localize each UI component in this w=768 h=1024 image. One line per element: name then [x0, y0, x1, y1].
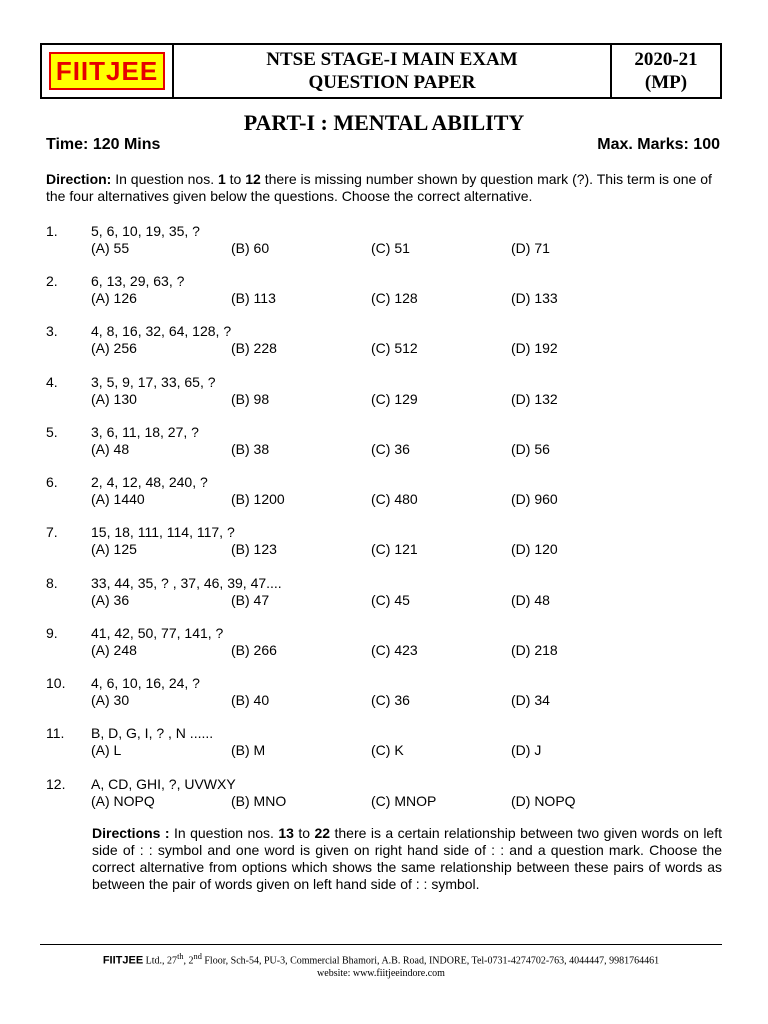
- question-number: 2.: [46, 273, 58, 289]
- option-c: (C) 480: [371, 491, 418, 507]
- option-b: (B) 123: [231, 541, 277, 557]
- option-c: (C) 121: [371, 541, 418, 557]
- option-b: (B) 38: [231, 441, 270, 457]
- logo-cell: [42, 45, 174, 97]
- question-stem: 5, 6, 10, 19, 35, ?: [91, 223, 200, 239]
- direction-part1: In question nos.: [111, 171, 218, 187]
- exam-title-line1: NTSE STAGE-I MAIN EXAM: [266, 49, 518, 70]
- exam-title: [174, 45, 612, 97]
- option-a: (A) 125: [91, 541, 137, 557]
- option-b: (B) 47: [231, 592, 270, 608]
- question-number: 11.: [46, 725, 65, 741]
- option-d: (D) 71: [511, 240, 550, 256]
- option-d: (D) 56: [511, 441, 550, 457]
- footer-logo: FIITJEE: [102, 954, 144, 967]
- directions2-part3: there is a certain relationship between two given words on left side of : : symbol and one word is given on right hand side of : : and a question mark. Choose the correct alternative from options which shows the same relationship between these pairs of words as between the pair of words given on left hand side of : : symbol.: [92, 825, 722, 892]
- option-c: (C) 423: [371, 642, 418, 658]
- option-d: (D) NOPQ: [511, 793, 576, 809]
- question-stem: 33, 44, 35, ? , 37, 46, 39, 47....: [91, 575, 282, 591]
- option-a: (A) NOPQ: [91, 793, 155, 809]
- direction-label: Direction:: [46, 171, 112, 187]
- option-d: (D) J: [511, 742, 542, 758]
- option-d: (D) 218: [511, 642, 558, 658]
- option-c: (C) 51: [371, 240, 410, 256]
- question-stem: 4, 6, 10, 16, 24, ?: [91, 675, 200, 691]
- directions2-num2: 22: [314, 825, 331, 841]
- question-number: 5.: [46, 424, 58, 440]
- footer-address-line: [40, 950, 722, 967]
- option-c: (C) 36: [371, 692, 410, 708]
- header-box: [40, 43, 722, 99]
- question-stem: A, CD, GHI, ?, UVWXY: [91, 776, 236, 792]
- exam-year: 2020-21: [634, 49, 698, 70]
- option-a: (A) 1440: [91, 491, 145, 507]
- exam-year-cell: [612, 45, 720, 97]
- direction-text: [46, 171, 722, 205]
- option-c: (C) 512: [371, 340, 418, 356]
- option-a: (A) 48: [91, 441, 130, 457]
- question-number: 3.: [46, 323, 58, 339]
- option-d: (D) 192: [511, 340, 558, 356]
- option-d: (D) 960: [511, 491, 558, 507]
- question-stem: 41, 42, 50, 77, 141, ?: [91, 625, 224, 641]
- max-marks-label: Max. Marks: 100: [597, 136, 720, 153]
- logo-text: FIITJEE: [55, 55, 159, 86]
- option-c: (C) 45: [371, 592, 410, 608]
- option-a: (A) L: [91, 742, 122, 758]
- option-b: (B) M: [231, 742, 266, 758]
- question-stem: 2, 4, 12, 48, 240, ?: [91, 474, 208, 490]
- fiitjee-logo: [49, 52, 165, 90]
- part-title: PART-I : MENTAL ABILITY: [243, 110, 525, 135]
- directions2-num1: 13: [278, 825, 294, 841]
- footer: [40, 950, 722, 980]
- option-b: (B) MNO: [231, 793, 287, 809]
- exam-region: (MP): [644, 72, 688, 93]
- option-a: (A) 36: [91, 592, 130, 608]
- option-b: (B) 60: [231, 240, 270, 256]
- option-c: (C) 36: [371, 441, 410, 457]
- question-number: 12.: [46, 776, 66, 792]
- footer-sup-nd: nd: [193, 952, 202, 961]
- option-b: (B) 98: [231, 391, 270, 407]
- question-stem: 15, 18, 111, 114, 117, ?: [91, 524, 235, 540]
- direction-num1: 1: [217, 171, 226, 187]
- option-b: (B) 266: [231, 642, 277, 658]
- option-d: (D) 34: [511, 692, 550, 708]
- footer-sup-th: th: [177, 952, 184, 961]
- direction-num2: 12: [245, 171, 261, 187]
- question-number: 9.: [46, 625, 58, 641]
- option-b: (B) 40: [231, 692, 270, 708]
- footer-divider: [40, 944, 722, 945]
- option-b: (B) 228: [231, 340, 277, 356]
- footer-address-2: , 2: [183, 955, 194, 967]
- option-d: (D) 132: [511, 391, 558, 407]
- option-c: (C) K: [371, 742, 404, 758]
- option-a: (A) 126: [91, 290, 137, 306]
- directions2-text: [92, 825, 722, 893]
- directions2-part2: to: [293, 825, 315, 841]
- option-a: (A) 55: [91, 240, 130, 256]
- directions2-label: Directions :: [92, 825, 170, 841]
- option-a: (A) 130: [91, 391, 137, 407]
- question-stem: 4, 8, 16, 32, 64, 128, ?: [91, 323, 232, 339]
- option-a: (A) 30: [91, 692, 130, 708]
- question-stem: B, D, G, I, ? , N ......: [91, 725, 214, 741]
- direction-part2: to: [225, 171, 246, 187]
- option-c: (C) 128: [371, 290, 418, 306]
- option-a: (A) 248: [91, 642, 137, 658]
- directions2-part1: In question nos.: [169, 825, 279, 841]
- footer-website: website: www.fiitjeeindore.com: [317, 968, 445, 980]
- question-stem: 6, 13, 29, 63, ?: [91, 273, 185, 289]
- question-number: 6.: [46, 474, 58, 490]
- option-d: (D) 133: [511, 290, 558, 306]
- direction-part3: there is missing number shown by question mark (?). This term is one of the four alternatives given below the questions. Choose the correct alternative.: [46, 171, 712, 204]
- question-number: 4.: [46, 374, 58, 390]
- option-c: (C) 129: [371, 391, 418, 407]
- footer-address-3: Floor, Sch-54, PU-3, Commercial Bhamori, A.B. Road, INDORE, Tel-0731-4274702-763, 4044447, 9981764461: [201, 955, 660, 967]
- option-b: (B) 113: [231, 290, 276, 306]
- footer-address-1: Ltd., 27: [143, 955, 178, 967]
- option-d: (D) 48: [511, 592, 550, 608]
- option-b: (B) 1200: [231, 491, 285, 507]
- question-number: 10.: [46, 675, 66, 691]
- exam-title-line2: QUESTION PAPER: [308, 72, 476, 93]
- question-stem: 3, 6, 11, 18, 27, ?: [91, 424, 199, 440]
- question-number: 8.: [46, 575, 58, 591]
- option-c: (C) MNOP: [371, 793, 437, 809]
- question-number: 1.: [46, 223, 58, 239]
- option-a: (A) 256: [91, 340, 137, 356]
- time-label: Time: 120 Mins: [46, 136, 161, 153]
- question-number: 7.: [46, 524, 58, 540]
- option-d: (D) 120: [511, 541, 558, 557]
- question-stem: 3, 5, 9, 17, 33, 65, ?: [91, 374, 216, 390]
